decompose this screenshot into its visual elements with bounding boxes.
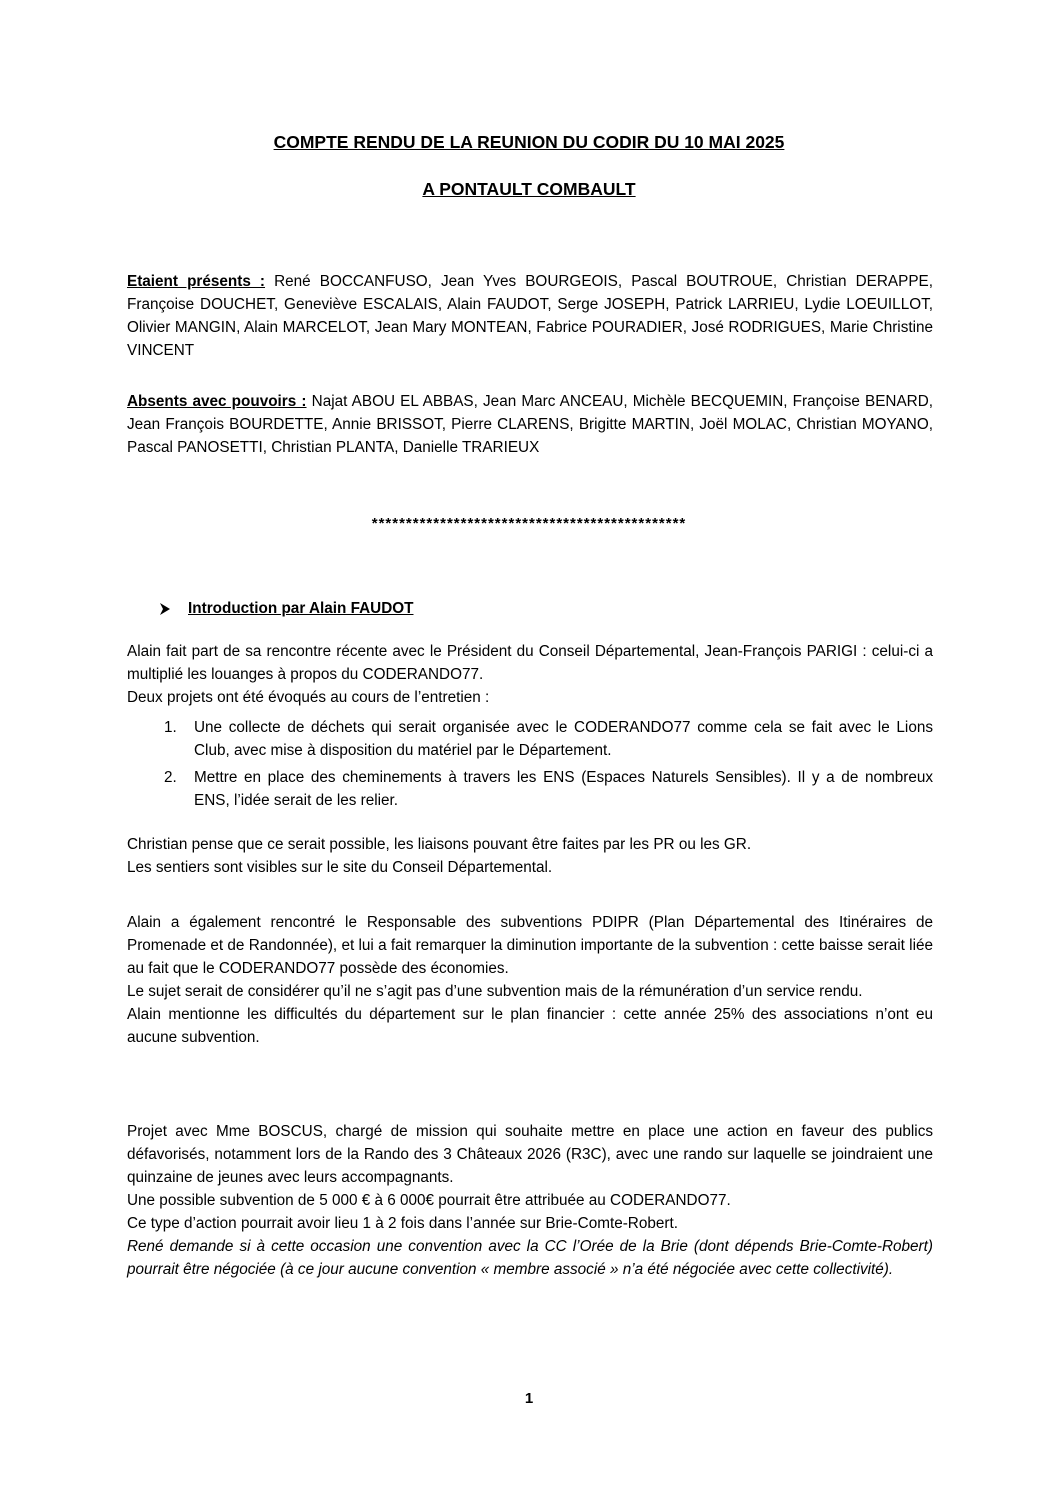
list-item-number: 1.	[164, 719, 177, 736]
present-list: René BOCCANFUSO, Jean Yves BOURGEOIS, Pascal BOUTROUE, Christian DERAPPE, Françoise DOUCHET, Geneviève ESCALAIS, Alain FAUDOT, Serge JOSEPH, Patrick LARRIEU, Lydie LOEUILLOT, Olivier MANGIN, Alain MARCELOT, Jean Mary MONTEAN, Fabrice POURADIER, José RODRIGUES, Marie Christine VINCENT	[127, 273, 933, 359]
christian-line-1: Christian pense que ce serait possible, les liaisons pouvant être faites par les PR ou les GR.	[127, 836, 752, 853]
present-label: Etaient présents :	[127, 273, 266, 290]
page-number: 1	[524, 1390, 534, 1407]
list-item-number: 2.	[164, 769, 177, 786]
projet-text-4: René demande si à cette occasion une convention avec la CC l’Orée de la Brie (dont dépends Brie-Comte-Robert) pourrait être négociée (à ce jour aucune convention « membre associé » n’a été négociée avec cette collectivité).	[127, 1238, 933, 1278]
absent-label: Absents avec pouvoirs :	[127, 393, 307, 410]
projet-text-1: Projet avec Mme BOSCUS, chargé de mission qui souhaite mettre en place une action en faveur des publics défavorisés, notamment lors de la Rando des 3 Châteaux 2026 (R3C), avec une rando sur laquelle se joindraient une quinzaine de jeunes avec leurs accompagnants.	[127, 1123, 933, 1186]
list-item	[127, 766, 933, 812]
projet-text-3: Ce type d’action pourrait avoir lieu 1 à 2 fois dans l’année sur Brie-Comte-Robert.	[127, 1215, 678, 1232]
document-subtitle: A PONTAULT COMBAULT	[422, 179, 636, 199]
present-paragraph	[127, 270, 933, 362]
section-heading-text: Introduction par Alain FAUDOT	[188, 600, 414, 617]
subvention-paragraph	[127, 911, 933, 1049]
absent-paragraph	[127, 390, 933, 459]
projet-text-2: Une possible subvention de 5 000 € à 6 000€ pourrait être attribuée au CODERANDO77.	[127, 1192, 731, 1209]
absent-list: Najat ABOU EL ABBAS, Jean Marc ANCEAU, Michèle BECQUEMIN, Françoise BENARD, Jean François BOURDETTE, Annie BRISSOT, Pierre CLARENS, Brigitte MARTIN, Joël MOLAC, Christian MOYANO, Pascal PANOSETTI, Christian PLANTA, Danielle TRARIEUX	[127, 393, 933, 456]
christian-paragraph	[127, 833, 933, 879]
list-item	[127, 716, 933, 762]
separator: **********************************************	[371, 515, 687, 532]
intro-paragraph: Alain fait part de sa rencontre récente avec le Président du Conseil Départemental, Jean-François PARIGI : celui-ci a multiplié les louanges à propos du CODERANDO77.	[127, 643, 933, 683]
document-title: COMPTE RENDU DE LA REUNION DU CODIR DU 10 MAI 2025	[273, 132, 785, 152]
list-item-text: Mettre en place des cheminements à travers les ENS (Espaces Naturels Sensibles). Il y a de nombreux ENS, l’idée serait de les relier.	[194, 769, 933, 809]
arrowhead-bullet-icon	[160, 603, 170, 615]
list-item-text: Une collecte de déchets qui serait organisée avec le CODERANDO77 comme cela se fait avec le Lions Club, avec mise à disposition du matériel par le Département.	[194, 719, 933, 759]
projects-intro: Deux projets ont été évoqués au cours de l’entretien :	[127, 689, 490, 706]
subvention-text-3: Alain mentionne les difficultés du département sur le plan financier : cette année 25% des associations n’ont eu aucune subvention.	[127, 1006, 933, 1046]
subvention-text-1: Alain a également rencontré le Responsable des subventions PDIPR (Plan Départemental des Itinéraires de Promenade et de Randonnée), et lui a fait remarquer la diminution importante de la subvention : cette baisse serait liée au fait que le CODERANDO77 possède des économies.	[127, 914, 933, 977]
subvention-text-2: Le sujet serait de considérer qu’il ne s’agit pas d’une subvention mais de la rémunération d’un service rendu.	[127, 983, 863, 1000]
projet-paragraph	[127, 1120, 933, 1281]
christian-line-2: Les sentiers sont visibles sur le site du Conseil Départemental.	[127, 859, 553, 876]
projects-list	[127, 716, 933, 812]
section-heading	[160, 600, 413, 618]
